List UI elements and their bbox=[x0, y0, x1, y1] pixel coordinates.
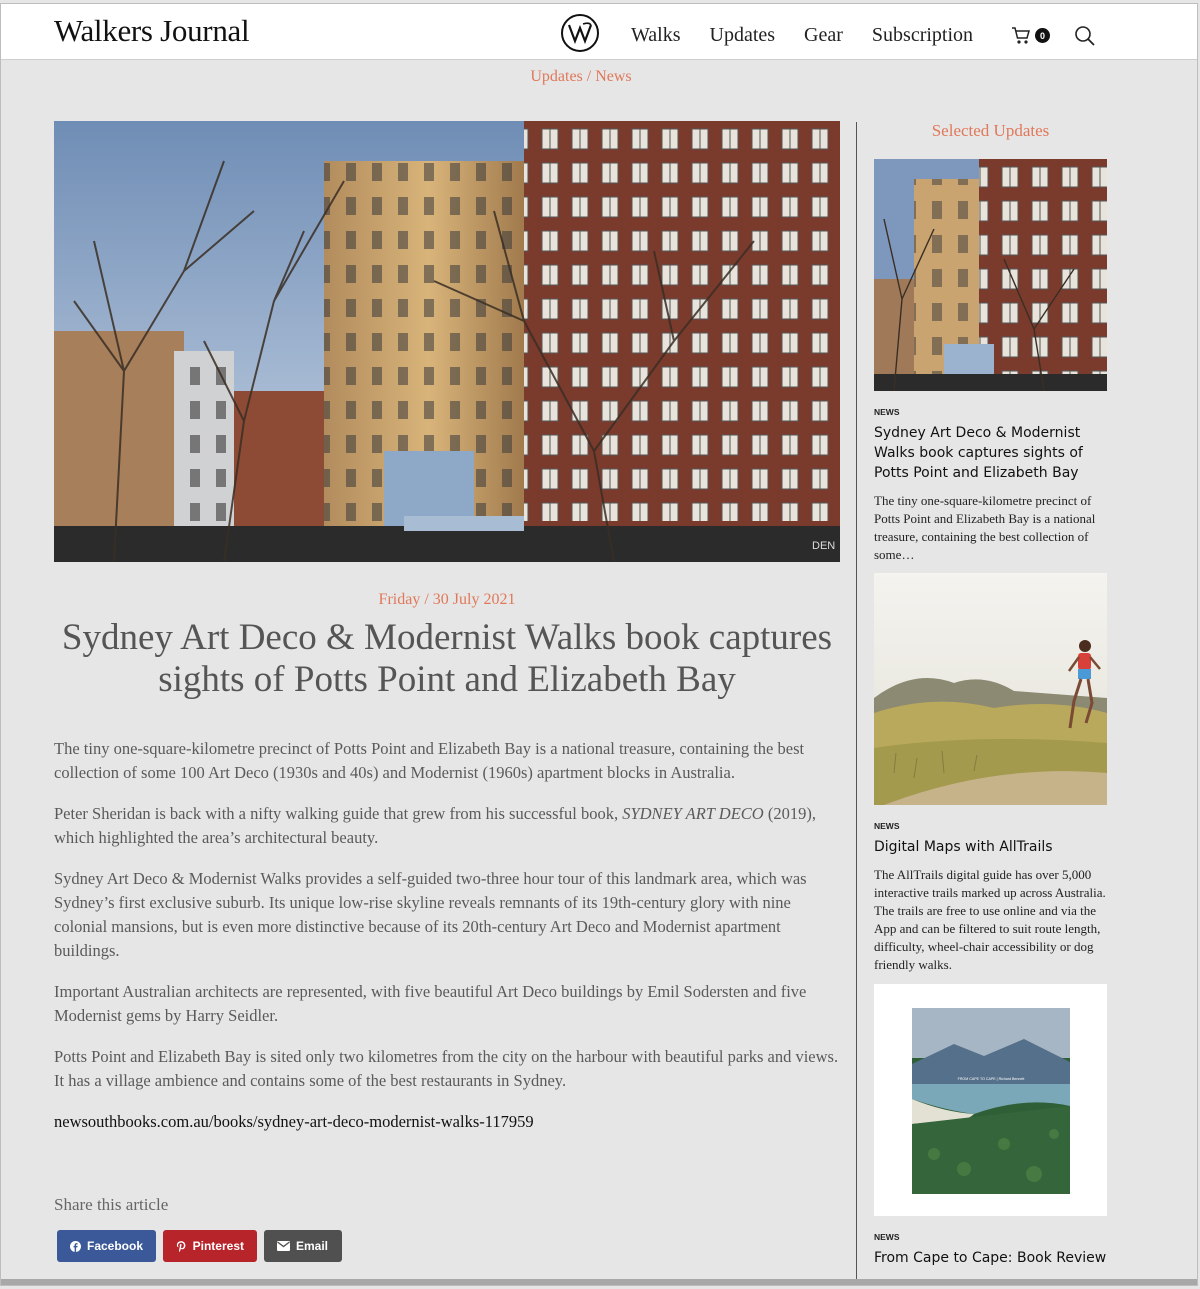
nav-walks[interactable]: Walks bbox=[631, 24, 681, 46]
book-title-emphasis: SYDNEY ART DECO bbox=[622, 804, 764, 823]
nav-updates[interactable]: Updates bbox=[709, 24, 776, 46]
article-title: Sydney Art Deco & Modernist Walks book captures sights of Potts Point and Elizabeth Bay bbox=[61, 617, 833, 700]
facebook-icon bbox=[70, 1240, 81, 1253]
cart-count-badge: 0 bbox=[1035, 28, 1050, 43]
horizontal-scrollbar[interactable] bbox=[1, 1279, 1198, 1285]
article-paragraph: Potts Point and Elizabeth Bay is sited only two kilometres from the city on the harbour with beautiful parks and views. It has a village ambience and contains some of the best restaurants in Sydney. bbox=[54, 1047, 839, 1090]
sidebar-divider bbox=[856, 122, 857, 1284]
card-thumbnail[interactable] bbox=[874, 573, 1107, 805]
pinterest-icon bbox=[176, 1240, 187, 1253]
main-nav bbox=[631, 24, 1002, 47]
pinterest-share-button[interactable]: Pinterest bbox=[163, 1230, 257, 1262]
book-link[interactable]: newsouthbooks.com.au/books/sydney-art-deco-modernist-walks-117959 bbox=[54, 1112, 534, 1131]
card-excerpt: The AllTrails digital guide has over 5,000 interactive trails marked up across Australia. The trails are free to use online and via the App and can be filtered to suit route length, difficulty, wheel-chair accessibility or dog friendly walks. bbox=[874, 867, 1106, 972]
share-buttons bbox=[57, 1230, 342, 1262]
article-date: Friday / 30 July 2021 bbox=[378, 591, 516, 608]
site-logo[interactable]: Walkers Journal bbox=[54, 13, 250, 48]
sidebar-title: Selected Updates bbox=[931, 121, 1050, 140]
article-paragraph: Important Australian architects are represented, with five beautiful Art Deco buildings by Emil Sodersten and five Modernist gems by Harry Seidler. bbox=[54, 982, 807, 1025]
nav-subscription[interactable]: Subscription bbox=[871, 24, 974, 46]
article-paragraph: The tiny one-square-kilometre precinct of Potts Point and Elizabeth Bay is a national treasure, containing the best collection of some 100 Art Deco (1930s and 40s) and Modernist (1960s) apartment blocks in Australia. bbox=[54, 739, 805, 782]
card-tag: NEWS bbox=[874, 1232, 900, 1242]
hero-sign-text: DEN bbox=[812, 540, 836, 552]
envelope-icon bbox=[277, 1241, 290, 1251]
cart-button[interactable] bbox=[1011, 26, 1050, 45]
search-icon bbox=[1074, 25, 1096, 47]
cart-icon bbox=[1011, 26, 1031, 45]
sidebar-card[interactable] bbox=[874, 159, 1107, 564]
brand-w-icon[interactable] bbox=[561, 14, 599, 52]
site-header bbox=[1, 4, 1197, 60]
article-paragraph: Peter Sheridan is back with a nifty walking guide that grew from his successful book, SYDNEY ART DECO (2019), which highlighted the area’s architectural beauty. bbox=[54, 804, 816, 847]
card-excerpt: The tiny one-square-kilometre precinct of Potts Point and Elizabeth Bay is a national treasure, containing the best collection of some… bbox=[874, 493, 1096, 562]
share-label: Share this article bbox=[54, 1195, 169, 1214]
breadcrumb[interactable]: Updates / News bbox=[530, 68, 632, 85]
article-paragraph: Sydney Art Deco & Modernist Walks provides a self-guided two-three hour tour of this landmark area, which was Sydney’s first exclusive suburb. Its unique low-rise skyline reveals remnants of its 19th-century glory with nine colonial mansions, but is even more distinctive because of its 20th-century Art Deco and Modernist apartment buildings. bbox=[54, 869, 807, 960]
card-title[interactable]: From Cape to Cape: Book Review bbox=[874, 1250, 1107, 1266]
card-title[interactable]: Sydney Art Deco & Modernist Walks book captures sights of Potts Point and Elizabeth Bay bbox=[874, 425, 1083, 481]
facebook-share-button[interactable]: Facebook bbox=[57, 1230, 156, 1262]
card-title[interactable]: Digital Maps with AllTrails bbox=[874, 839, 1053, 855]
email-share-button[interactable]: Email bbox=[264, 1230, 342, 1262]
book-cover-text: FROM CAPE TO CAPE | Richard Bennett bbox=[957, 1077, 1025, 1081]
card-tag: NEWS bbox=[874, 821, 900, 831]
sidebar-card[interactable] bbox=[874, 984, 1107, 1268]
hero-image bbox=[54, 121, 840, 562]
card-thumbnail[interactable] bbox=[874, 159, 1107, 391]
article-body bbox=[54, 737, 840, 1151]
nav-gear[interactable]: Gear bbox=[804, 24, 843, 46]
sidebar-card[interactable] bbox=[874, 573, 1107, 974]
card-thumbnail[interactable] bbox=[874, 984, 1107, 1216]
browser-frame bbox=[0, 3, 1198, 1286]
card-tag: NEWS bbox=[874, 407, 900, 417]
search-button[interactable] bbox=[1074, 25, 1096, 52]
